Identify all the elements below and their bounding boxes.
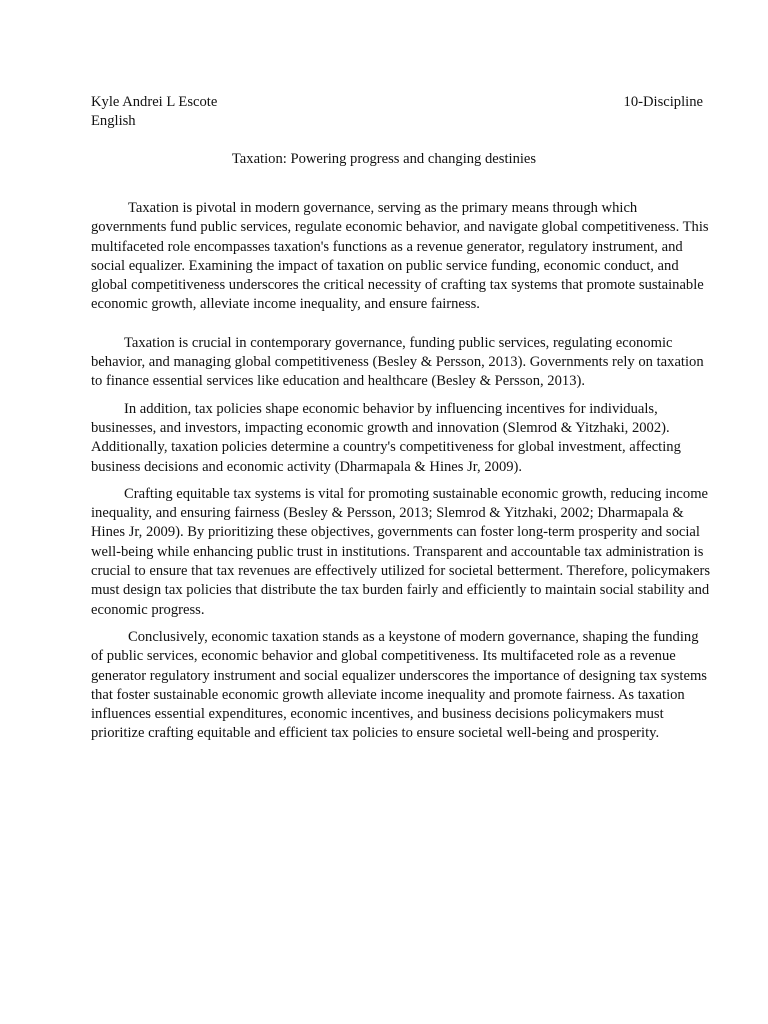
paragraph-public-services: Taxation is crucial in contemporary governance, funding public services, regulating economic behavior, and managing global competitiveness (Besley & Persson, 2013). Governments rely on taxation to finance essential services like education and healthcare (Besley & Persson, 2013).	[91, 334, 704, 390]
paragraph-equitable-systems: Crafting equitable tax systems is vital for promoting sustainable economic growth, reducing income inequality, and ensuring fairness (Besley & Persson, 2013; Slemrod & Yitzhaki, 2002; Dharmapala & Hines Jr, 2009). By prioritizing these objectives, governments can foster long-term prosperity and social well-being while enhancing public trust in institutions. Transparent and accountable tax administration is crucial to ensure that tax revenues are effectively utilized for societal betterment. Therefore, policymakers must design tax policies that distribute the tax burden fairly and efficiently to maintain social stability and economic progress.	[91, 485, 711, 618]
subject-name: English	[91, 113, 136, 129]
essay-title: Taxation: Powering progress and changing destinies	[231, 151, 537, 167]
essay-body	[91, 199, 711, 744]
document-header	[91, 93, 703, 113]
paragraph-introduction: Taxation is pivotal in modern governance, serving as the primary means through which governments fund public services, regulate economic behavior, and navigate global competitiveness. This multifaceted role encompasses taxation's functions as a revenue generator, regulatory instrument, and social equalizer. Examining the impact of taxation on public service funding, economic conduct, and global competitiveness underscores the critical necessity of crafting tax systems that promote sustainable economic growth, alleviate income inequality, and ensure fairness.	[91, 200, 709, 313]
paragraph-economic-behavior: In addition, tax policies shape economic behavior by influencing incentives for individuals, businesses, and investors, impacting economic growth and innovation (Slemrod & Yitzhaki, 2002). Additionally, taxation policies determine a country's competitiveness for global investment, affecting business decisions and economic activity (Dharmapala & Hines Jr, 2009).	[91, 400, 681, 475]
paragraph-conclusion: Conclusively, economic taxation stands as a keystone of modern governance, shaping the funding of public services, economic behavior and global competitiveness. Its multifaceted role as a revenue generator regulatory instrument and social equalizer underscores the importance of designing tax systems that foster sustainable economic growth alleviate income inequality and promote fairness. As taxation influences essential expenditures, economic incentives, and business decisions policymakers must prioritize crafting equitable and efficient tax policies to ensure societal well-being and prosperity.	[91, 628, 707, 742]
class-section: 10-Discipline	[623, 94, 703, 110]
author-name: Kyle Andrei L Escote	[91, 94, 218, 110]
